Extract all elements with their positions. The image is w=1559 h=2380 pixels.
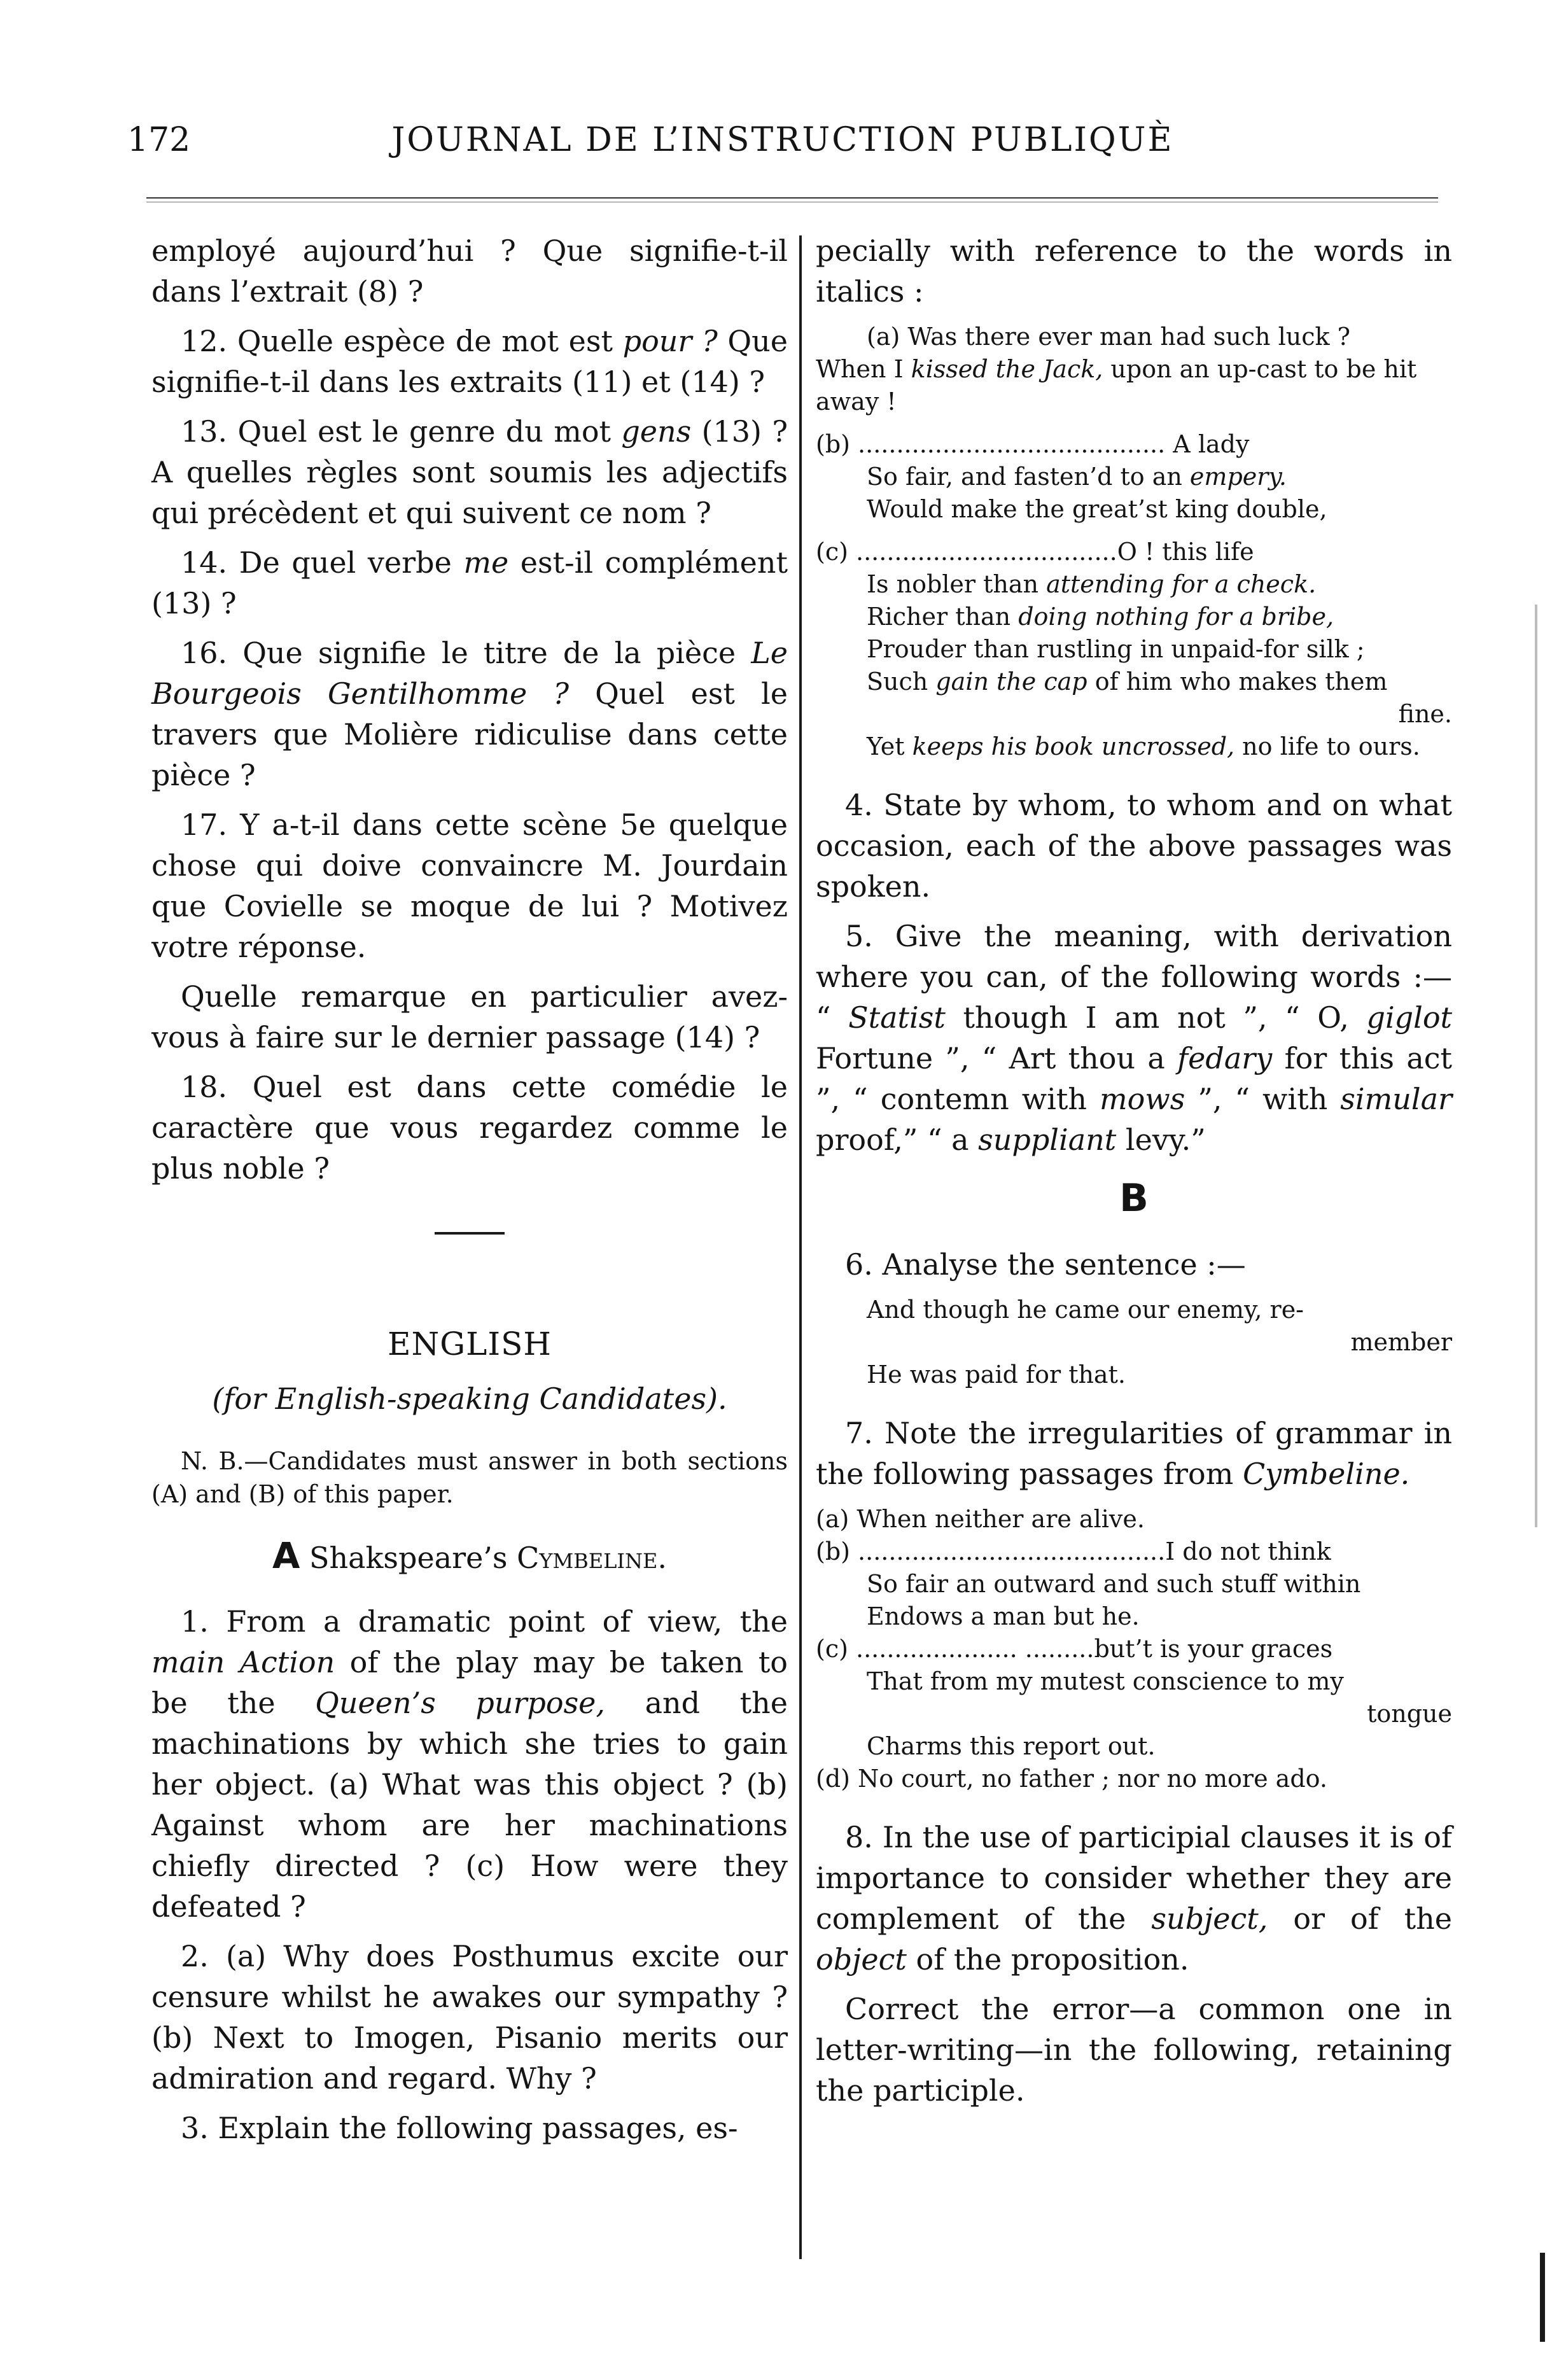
- question-7-passage-b-3: Endows a man but he.: [867, 1602, 1140, 1630]
- subsection-a-title: Shakspeare’s: [300, 1541, 517, 1575]
- question-5: [816, 916, 1452, 1160]
- question-8-instruction: Correct the error—a common one in letter-writing—in the following, retaining the participle.: [816, 1992, 1452, 2108]
- passage-b-line-2: [816, 461, 1452, 493]
- question-1: [151, 1601, 788, 1927]
- passage-b-text: So fair, and fasten’d to an: [867, 463, 1190, 491]
- passage-c-line-5-italic: gain the cap: [935, 668, 1087, 696]
- question-5-text-b: though I am not ”, “ O,: [945, 1000, 1367, 1035]
- question-5-word-statist: Statist: [848, 1000, 946, 1035]
- question-8-text-b: or of the: [1268, 1901, 1452, 1936]
- question-8-italic-b: object: [816, 1942, 907, 1977]
- question-13: [151, 411, 788, 533]
- question-7-passage-c-3: tongue: [1367, 1700, 1452, 1728]
- passage-c-line-1: (c) ..................................O ! this life: [816, 538, 1254, 566]
- question-16: [151, 633, 788, 795]
- passage-c: [816, 536, 1452, 763]
- passage-a-text-b: upon an up-cast to be hit away !: [816, 355, 1417, 416]
- question-14: [151, 542, 788, 624]
- passage-b-line-3: Would make the great’st king double,: [867, 495, 1327, 523]
- subsection-a-heading: [151, 1536, 788, 1578]
- question-6: 6. Analyse the sentence :—: [845, 1247, 1246, 1282]
- question-13-italic: gens: [621, 414, 692, 449]
- page-edge-shadow: [1535, 605, 1537, 1527]
- running-title: JOURNAL DE L’INSTRUCTION PUBLIQUÈ: [391, 121, 1174, 159]
- question-4: 4. State by whom, to whom and on what occasion, each of the above passages was spoken.: [816, 788, 1452, 904]
- question-12-text-b: Que signifie-t-il dans les extraits (11) et (14) ?: [151, 324, 788, 399]
- passage-c-line-6: fine.: [1398, 700, 1452, 728]
- question-12: [151, 321, 788, 402]
- question-8: [816, 1817, 1452, 1980]
- question-1-text-b: of the play may be taken to be the: [151, 1645, 788, 1720]
- question-8-text-a: 8. In the use of participial clauses it is of importance to consider whether they are complement of the: [816, 1820, 1452, 1936]
- passage-c-line-5-text-a: Such: [867, 668, 936, 696]
- question-7-passages: [816, 1503, 1452, 1795]
- passage-a-italic: kissed the Jack,: [911, 355, 1103, 383]
- question-7-passage-b-1: (b) ........................................I do not think: [816, 1537, 1331, 1565]
- question-8-text-c: of the proposition.: [906, 1942, 1189, 1977]
- question-5-text-c: Fortune ”, “ Art thou a: [816, 1041, 1178, 1075]
- question-7-passage-c-1: (c) ..................... .........but’t is your graces: [816, 1635, 1333, 1663]
- question-5-word-fedary: fedary: [1177, 1041, 1273, 1075]
- question-17-remark: Quelle remarque en particulier avez-vous à faire sur le dernier passage (14) ?: [151, 979, 788, 1054]
- question-6-line-1: And though he came our enemy, re-: [867, 1296, 1304, 1324]
- question-6-sentence: [816, 1294, 1452, 1391]
- left-column: [151, 230, 788, 2157]
- passage-c-line-5: [816, 666, 1452, 698]
- section-b-heading: B: [1119, 1176, 1149, 1221]
- page-header: [127, 121, 1438, 178]
- question-12-italic: pour ?: [622, 324, 718, 358]
- passage-c-line-7-text-a: Yet: [867, 732, 912, 760]
- question-17: 17. Y a-t-il dans cette scène 5e quelque chose qui doive convaincre M. Jourdain que Covielle se moque de lui ? Motivez votre réponse.: [151, 808, 788, 964]
- question-5-text-f: proof,” “ a: [816, 1123, 979, 1157]
- passage-c-line-3-text: Richer than: [867, 603, 1019, 631]
- question-13-text-b: (13) ? A quelles règles sont soumis les adjectifs qui précèdent et qui suivent ce nom ?: [151, 414, 788, 530]
- question-8-italic-a: subject,: [1151, 1901, 1268, 1936]
- question-3: 3. Explain the following passages, es-: [181, 2111, 738, 2145]
- passage-b: [816, 428, 1452, 526]
- question-3-continued: pecially with reference to the words in italics :: [816, 234, 1452, 309]
- question-7-passage-c-4: Charms this report out.: [867, 1732, 1156, 1760]
- question-1-text-a: 1. From a dramatic point of view, the: [181, 1604, 788, 1639]
- right-column: [816, 230, 1452, 2120]
- question-12-text-a: 12. Quelle espèce de mot est: [181, 324, 623, 358]
- question-5-text-g: levy.”: [1116, 1123, 1206, 1157]
- question-5-text-e: ”, “ with: [1185, 1082, 1341, 1116]
- question-5-text-a: 5. Give the meaning, with derivation where you can, of the following words :— “: [816, 919, 1452, 1035]
- question-16-text-a: 16. Que signifie le titre de la pièce: [181, 636, 752, 670]
- question-5-word-giglot: giglot: [1366, 1000, 1452, 1035]
- question-5-word-suppliant: suppliant: [978, 1123, 1117, 1157]
- question-16-text-b: Quel est le travers que Molière ridiculise dans cette pièce ?: [151, 676, 788, 792]
- continued-question: employé aujourd’hui ? Que signifie-t-il dans l’extrait (8) ?: [151, 234, 788, 309]
- question-14-italic: me: [463, 545, 509, 580]
- passage-c-line-7: [816, 731, 1452, 763]
- passage-b-italic: empery.: [1189, 463, 1287, 491]
- column-divider: [799, 235, 802, 2259]
- header-rule: [146, 197, 1438, 202]
- question-14-text-a: 14. De quel verbe: [181, 545, 464, 580]
- passage-c-line-2-text: Is nobler than: [867, 570, 1047, 598]
- question-18: 18. Quel est dans cette comédie le caractère que vous regardez comme le plus noble ?: [151, 1070, 788, 1186]
- question-7-italic: Cymbeline.: [1242, 1457, 1410, 1491]
- question-2: 2. (a) Why does Posthumus excite our censure whilst he awakes our sympathy ? (b) Next to Imogen, Pisanio merits our admiration and regard. Why ?: [151, 1939, 788, 2096]
- passage-a-line-2: [816, 353, 1452, 418]
- question-7: [816, 1413, 1452, 1494]
- question-5-word-mows: mows: [1100, 1082, 1185, 1116]
- question-6-line-2: member: [1350, 1328, 1452, 1356]
- question-5-word-simular: simular: [1340, 1082, 1452, 1116]
- question-7-passage-d: (d) No court, no father ; nor no more ado.: [816, 1765, 1327, 1793]
- passage-c-line-2: [816, 568, 1452, 601]
- section-title: ENGLISH: [387, 1326, 552, 1362]
- question-5-text-d: for this act ”, “ contemn with: [816, 1041, 1453, 1116]
- subsection-a-play: Cymbeline.: [517, 1541, 667, 1575]
- passage-c-line-4: Prouder than rustling in unpaid-for silk ;: [867, 635, 1365, 663]
- passage-c-line-7-italic: keeps his book uncrossed,: [912, 732, 1235, 760]
- passage-c-line-2-italic: attending for a check.: [1046, 570, 1317, 598]
- section-subtitle: (for English-speaking Candidates).: [212, 1382, 727, 1416]
- passage-c-line-5-text-b: of him who makes them: [1087, 668, 1388, 696]
- question-1-text-c: and the machinations by which she tries to gain her object. (a) What was this object ? (b) Against whom are her machinations chiefly directed ? (c) How were they defeated ?: [151, 1686, 788, 1924]
- question-1-italic-b: Queen’s purpose,: [315, 1686, 606, 1720]
- passage-a: [816, 321, 1452, 418]
- question-7-passage-b-2: So fair an outward and such stuff within: [867, 1570, 1361, 1598]
- question-7-passage-a: (a) When neither are alive.: [816, 1505, 1145, 1533]
- passage-a-line-1: (a) Was there ever man had such luck ?: [867, 323, 1350, 351]
- passage-c-line-3-italic: doing nothing for a bribe,: [1018, 603, 1334, 631]
- page-edge-mark: [1540, 2253, 1545, 2342]
- question-13-text-a: 13. Quel est le genre du mot: [181, 414, 622, 449]
- question-1-italic-a: main Action: [151, 1645, 335, 1679]
- question-16-italic: Le Bourgeois Gentilhomme ?: [151, 636, 788, 711]
- passage-a-text-a: When I: [816, 355, 911, 383]
- question-6-line-3: He was paid for that.: [867, 1361, 1126, 1389]
- passage-c-line-3: [816, 601, 1452, 633]
- subsection-a-letter: A: [272, 1536, 300, 1577]
- page-number: 172: [127, 121, 191, 159]
- section-separator: [435, 1232, 505, 1235]
- question-7-passage-c-2: That from my mutest conscience to my: [867, 1667, 1344, 1695]
- passage-b-line-1: (b) ........................................ A lady: [816, 430, 1250, 458]
- passage-c-line-7-text-b: no life to ours.: [1234, 732, 1420, 760]
- question-14-text-b: est-il complément (13) ?: [151, 545, 788, 620]
- nota-bene: N. B.—Candidates must answer in both sections (A) and (B) of this paper.: [151, 1447, 788, 1508]
- question-7-text: 7. Note the irregularities of grammar in the following passages from: [816, 1416, 1452, 1491]
